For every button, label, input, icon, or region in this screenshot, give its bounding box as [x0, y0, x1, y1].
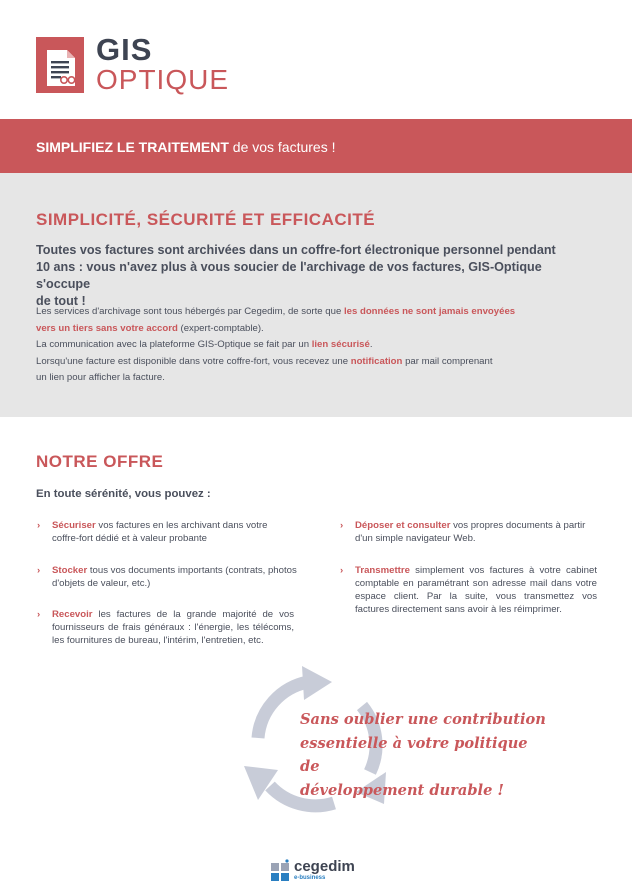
cegedim-brand: cegedim	[294, 858, 355, 875]
p1-highlight-1: les données ne sont jamais envoyées	[343, 306, 516, 317]
logo-badge	[36, 37, 84, 93]
section-title-simplicity: SIMPLICITÉ, SÉCURITÉ ET EFFICACITÉ	[36, 210, 376, 229]
offer-item-label: Déposer et consulter	[355, 520, 451, 531]
chevron-right-icon: ›	[340, 565, 344, 576]
gis-optique-logo	[36, 30, 276, 100]
p1-text-b: (expert-comptable).	[177, 322, 264, 334]
chevron-right-icon: ›	[37, 609, 41, 620]
offer-item-label: Recevoir	[52, 609, 93, 620]
logo-gis-text: GIS	[96, 32, 153, 67]
lead-line-2: 10 ans : vous n'avez plus à vous soucier de l'archivage de vos factures, GIS-Optique s'occupe	[36, 260, 542, 291]
p1-highlight-2: vers un tiers sans votre accord	[36, 322, 178, 334]
offer-item-deposer	[340, 519, 599, 545]
offer-item-text: tous vos documents importants (contrats, photos d'objets de valeur, etc.)	[52, 565, 297, 589]
offer-item-text: simplement vos factures à votre cabinet comptable en paramétrant son adresse mail dans votre espace client. Par la suite, vous transmettez vos factures directement sans avoir à les réimprimer.	[355, 565, 597, 615]
p3-text-b: par mail comprenant	[402, 355, 493, 367]
cegedim-sub: e-business	[294, 875, 326, 881]
offer-item-label: Transmettre	[355, 565, 410, 576]
slogan-line-2: essentielle à votre politique de	[300, 734, 528, 775]
chevron-right-icon: ›	[37, 565, 41, 576]
offer-subtitle: En toute sérénité, vous pouvez :	[36, 488, 211, 500]
lead-line-1: Toutes vos factures sont archivées dans un coffre-fort électronique personnel pendant	[36, 243, 556, 257]
lead-paragraph	[36, 242, 596, 310]
offer-item-recevoir	[37, 608, 294, 647]
p3-line-2: un lien pour afficher la facture.	[36, 372, 165, 383]
section-title-offer: NOTRE OFFRE	[36, 452, 164, 471]
offer-item-text: vos factures en les archivant dans votre coffre-fort dédié et à valeur probante	[52, 520, 268, 544]
offer-item-stocker	[37, 564, 302, 590]
document-glasses-icon	[45, 48, 77, 88]
banner-bold: SIMPLIFIEZ LE TRAITEMENT	[36, 139, 229, 155]
p3-highlight: notification	[350, 355, 403, 367]
archive-paragraph	[36, 304, 606, 387]
logo-optique-text: OPTIQUE	[96, 64, 230, 95]
offer-item-securiser	[37, 519, 294, 545]
offer-item-label: Sécuriser	[52, 520, 96, 531]
p2-text-b: .	[369, 339, 373, 350]
chevron-right-icon: ›	[340, 520, 344, 531]
simplicity-section	[0, 173, 632, 417]
p1-text-a: Les services d'archivage sont tous hébergés par Cegedim, de sorte que	[36, 306, 344, 317]
p2-highlight: lien sécurisé	[311, 339, 370, 350]
cegedim-logo-icon	[271, 859, 291, 883]
slogan-line-1: Sans oublier une contribution	[300, 711, 546, 728]
lead-line-3: de tout !	[36, 294, 86, 308]
p2-text-a: La communication avec la plateforme GIS-Optique se fait par un	[36, 339, 312, 350]
slogan-line-3: développement durable !	[300, 781, 504, 799]
cegedim-logo	[271, 858, 371, 886]
banner-rest: de vos factures !	[228, 139, 336, 155]
headline-banner	[0, 119, 632, 173]
banner-text	[36, 138, 336, 156]
offer-item-text: les factures de la grande majorité de vos fournisseurs de frais généraux : l'énergie, les télécoms, les fournitures de bureau, l'intérim, l'entretien, etc.	[52, 609, 294, 646]
slogan	[300, 708, 550, 802]
offer-item-text: vos propres documents à partir d'un simple navigateur Web.	[355, 520, 586, 544]
offer-item-label: Stocker	[52, 565, 88, 576]
chevron-right-icon: ›	[37, 520, 41, 531]
offer-item-transmettre	[340, 564, 597, 616]
p3-text-a: Lorsqu'une facture est disponible dans votre coffre-fort, vous recevez une	[36, 355, 351, 367]
